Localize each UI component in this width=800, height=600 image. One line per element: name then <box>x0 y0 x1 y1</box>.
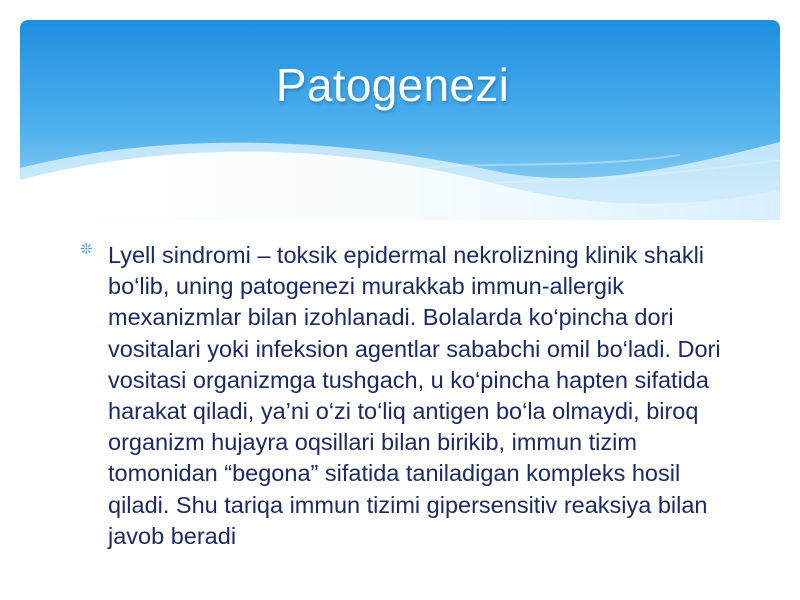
bullet-item <box>80 240 726 552</box>
slide-title: Patogenezi <box>275 59 510 111</box>
sky-wave-background <box>20 20 780 220</box>
content-area <box>80 240 726 552</box>
bullet-text: Lyell sindromi – toksik epidermal nekrolizning klinik shakli bo‘lib, uning patogenezi murakkab immun-allergik mexanizmlar bilan izohlanadi. Bolalarda ko‘pincha dori vositalari yoki infeksion agentlar sababchi omil bo‘ladi. Dori vositasi organizmga tushgach, u ko‘pincha hapten sifatida harakat qiladi, ya’ni o‘zi to‘liq antigen bo‘la olmaydi, biroq organizm hujayra oqsillari bilan birikib, immun tizim tomonidan “begona” sifatida taniladigan kompleks hosil qiladi. Shu tariqa immun tizimi gipersensitiv reaksiya bilan javob beradi <box>108 242 721 549</box>
asterisk-bullet-icon: ❊ <box>80 240 93 258</box>
header-banner <box>20 20 780 220</box>
